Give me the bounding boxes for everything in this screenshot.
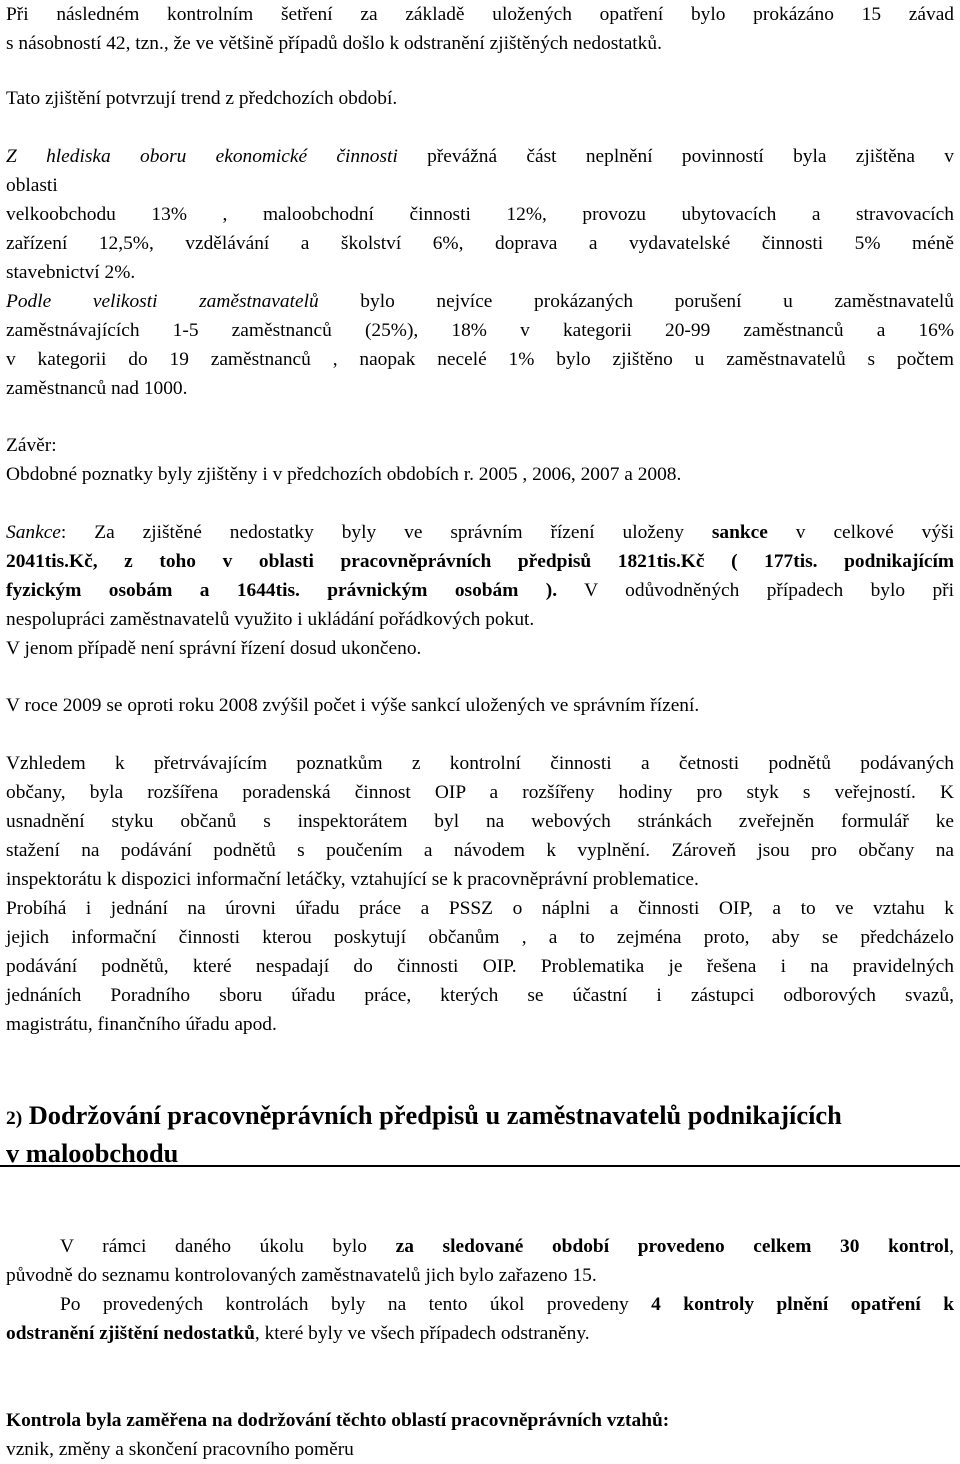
paragraph-inspections-count [6, 1232, 954, 1290]
text-line: občany, byla rozšířena poradenská činnost OIP a rozšířeny hodiny pro styk s veřejností. K [6, 782, 954, 803]
text-line: Podle velikosti zaměstnavatelů bylo nejvíce prokázaných porušení u zaměstnavatelů [6, 291, 954, 312]
section-title-line1: Dodržování pracovněprávních předpisů u zaměstnavatelů podnikajících [22, 1100, 842, 1130]
text-line: zaměstnanců nad 1000. [6, 378, 188, 399]
focus-heading: Kontrola byla zaměřena na dodržování těchto oblastí pracovněprávních vztahů: [6, 1410, 670, 1431]
text-line: zaměstnávajících 1-5 zaměstnanců (25%), 18% v kategorii 20-99 zaměstnanců a 16% [6, 320, 954, 341]
text-line: inspektorátu k dispozici informační letáčky, vztahující se k pracovněprávní problematice. [6, 869, 699, 890]
italic-lead: Podle velikosti zaměstnavatelů [6, 291, 319, 312]
text-line: s násobností 42, tzn., že ve většině případů došlo k odstranění zjištěných nedostatků. [6, 33, 662, 54]
text-line: jednáních Poradního sboru úřadu práce, kterých se účastní i zástupci odborových svazů, [6, 985, 954, 1006]
text-line: zařízení 12,5%, vzdělávání a školství 6%, doprava a vydavatelské činnosti 5% méně [6, 233, 954, 254]
text-line: původně do seznamu kontrolovaných zaměstnavatelů jich bylo zařazeno 15. [6, 1265, 597, 1286]
text-line: fyzickým osobám a 1644tis. právnickým osobám ). V odůvodněných případech bylo při [6, 580, 954, 601]
text-line: V rámci daného úkolu bylo za sledované období provedeno celkem 30 kontrol, [60, 1236, 955, 1257]
paragraph-economic-sector [6, 142, 954, 287]
paragraph-trend [6, 84, 954, 113]
focus-item: vznik, změny a skončení pracovního poměru [6, 1439, 354, 1460]
text-line: usnadnění styku občanů s inspektorátem byl na webových stránkách zveřejněn formulář ke [6, 811, 954, 832]
text-line: velkoobchodu 13% , maloobchodní činnosti 12%, provozu ubytovacích a stravovacích [6, 204, 954, 225]
text-line: V jenom případě není správní řízení dosud ukončeno. [6, 638, 422, 659]
paragraph-2009 [6, 691, 954, 720]
text-line: oblasti [6, 175, 58, 196]
section-2-heading [6, 1098, 960, 1170]
paragraph-negotiations [6, 894, 954, 1039]
text-line: 2041tis.Kč, z toho v oblasti pracovněprávních předpisů 1821tis.Kč ( 177tis. podnikajícím [6, 551, 954, 572]
italic-lead: Z hlediska oboru ekonomické činnosti [6, 146, 398, 167]
text-line: podávání podnětů, které nespadají do činnosti OIP. Problematika je řešena i na pravidelných [6, 956, 954, 977]
text-line: Vzhledem k přetrvávajícím poznatkům z kontrolní činnosti a četnosti podnětů podávaných [6, 753, 954, 774]
text-line: odstranění zjištění nedostatků, které byly ve všech případech odstraněny. [6, 1323, 590, 1344]
text-line: magistrátu, finančního úřadu apod. [6, 1014, 277, 1035]
paragraph-followup-inspection [6, 0, 954, 58]
paragraph-counselling [6, 749, 954, 894]
text-line: nespolupráci zaměstnavatelů využito i ukládání pořádkových pokut. [6, 609, 535, 630]
text-line: Probíhá i jednání na úrovni úřadu práce a PSSZ o náplni a činnosti OIP, a to ve vztahu k [6, 898, 954, 919]
text-line: Při následném kontrolním šetření za základě uložených opatření bylo prokázáno 15 závad [6, 4, 954, 25]
text-line: V roce 2009 se oproti roku 2008 zvýšil počet i výše sankcí uložených ve správním řízení. [6, 695, 700, 716]
sanctions-paragraph [6, 518, 954, 663]
text-line: stažení na podávání podnětů s poučením a návodem k vyplnění. Zároveň jsou pro občany na [6, 840, 954, 861]
section-number: 2) [6, 1108, 23, 1129]
conclusion-label: Závěr: [6, 435, 57, 456]
paragraph-followup-checks [6, 1290, 954, 1348]
text-line: jejich informační činnosti kterou poskytují občanům , a to zejména proto, aby se předcházelo [6, 927, 954, 948]
text-line: Po provedených kontrolách byly na tento úkol provedeny 4 kontroly plnění opatření k [60, 1294, 954, 1315]
conclusion-section [6, 431, 954, 489]
sanctions-label: Sankce [6, 522, 61, 543]
text-line: v kategorii do 19 zaměstnanců , naopak necelé 1% bylo zjištěno u zaměstnavatelů s počtem [6, 349, 954, 370]
heading-underline [0, 1165, 960, 1167]
paragraph-inspection-focus [6, 1406, 954, 1464]
text-line: Tato zjištění potvrzují trend z předchozích období. [6, 88, 398, 109]
paragraph-employer-size [6, 287, 954, 403]
text-line: stavebnictví 2%. [6, 262, 136, 283]
text-line: Sankce: Za zjištěné nedostatky byly ve správním řízení uloženy sankce v celkové výši [6, 522, 954, 543]
conclusion-text: Obdobné poznatky byly zjištěny i v předchozích obdobích r. 2005 , 2006, 2007 a 2008. [6, 464, 682, 485]
text-line: Z hlediska oboru ekonomické činnosti převážná část neplnění povinností byla zjištěna v [6, 146, 954, 167]
section-title-line2: v maloobchodu [6, 1138, 179, 1168]
